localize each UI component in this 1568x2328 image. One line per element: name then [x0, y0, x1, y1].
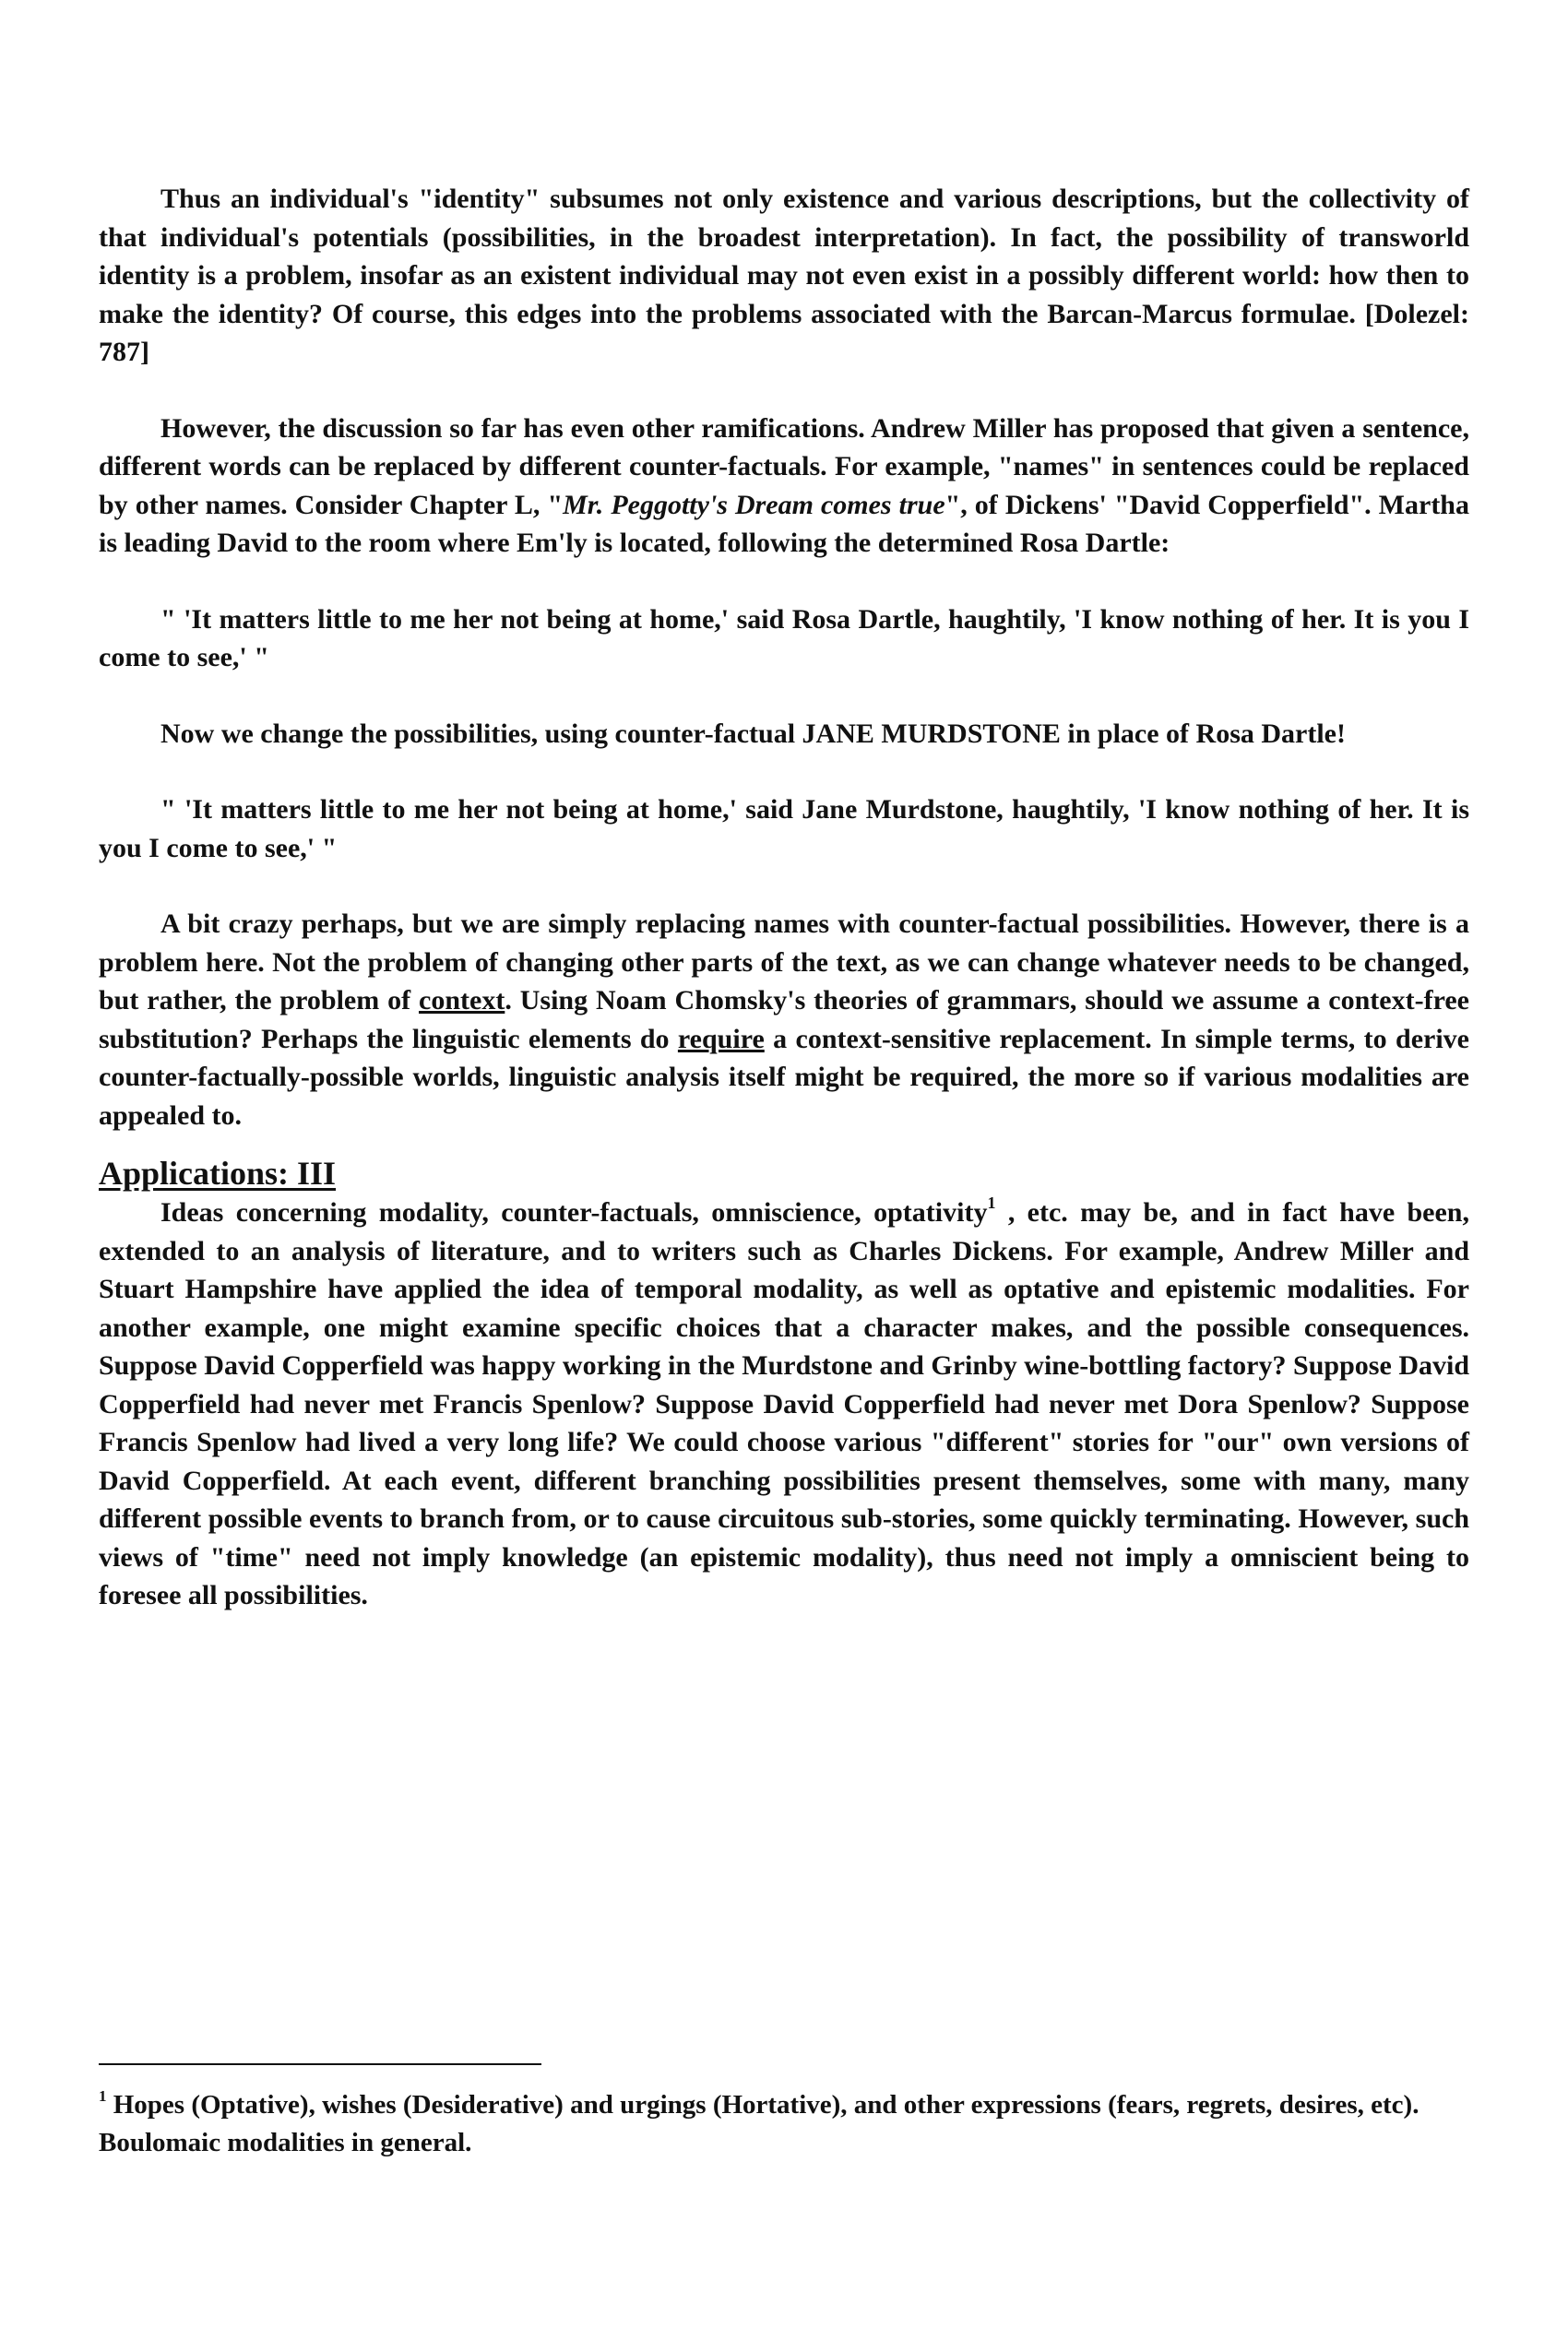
- underlined-require: require: [677, 1023, 765, 1054]
- paragraph-applications-text-b: , etc. may be, and in fact have been, extended to an analysis of literature, and to writers such as Charles Dickens. For example, Andrew Miller and Stuart Hampshire have applied the idea of temporal modality, as well as optative and epistemic modalities. For another example, one might examine specific choices that a character makes, and the possible consequences. Suppose David Copperfield was happy working in the Murdstone and Grinby wine-bottling factory? Suppose David Copperfield had never met Francis Spenlow? Suppose David Copperfield had never met Dora Spenlow? Suppose Francis Spenlow had lived a very long life? We could choose various "different" stories for "our" own versions of David Copperfield. At each event, different branching possibilities present themselves, some with many, many different possible events to branch from, or to cause circuitous sub-stories, some quickly terminating. However, such views of "time" need not imply knowledge (an epistemic modality), thus need not imply a omniscient being to foresee all possibilities.: [99, 1197, 1469, 1610]
- footnote-divider: [99, 2063, 541, 2065]
- paragraph-context-text-b: . Using Noam Chomsky's theories of grammars, should we assume a context-free substitution? Perhaps the linguistic elements do: [99, 985, 1469, 1054]
- paragraph-context-text-c: a context-sensitive replacement. In simple terms, to derive counter-factually-possible worlds, linguistic analysis itself might be required, the more so if various modalities are appealed to.: [99, 1023, 1469, 1131]
- paragraph-identity: Thus an individual's "identity" subsumes not only existence and various descriptions, but the collectivity of that individual's potentials (possibilities, in the broadest interpretation). In fact, the possibility of transworld identity is a problem, insofar as an existent individual may not even exist in a possibly different world: how then to make the identity? Of course, this edges into the problems associated with the Barcan-Marcus formulae. [Dolezel: 787]: [99, 184, 1469, 367]
- paragraph-ramifications-text-b: ", of Dickens' "David Copperfield". Martha is leading David to the room where Em'ly is located, following the determined Rosa Dartle:: [99, 489, 1469, 558]
- footnote-reference[interactable]: 1: [987, 1194, 996, 1212]
- section-heading: Applications: III: [99, 1155, 337, 1192]
- paragraph-applications-text-a: Ideas concerning modality, counter-factuals, omniscience, optativity: [160, 1197, 988, 1228]
- paragraph-ramifications: [99, 410, 1469, 563]
- paragraph-change-possibilities: Now we change the possibilities, using counter-factual JANE MURDSTONE in place of Rosa Dartle!: [160, 718, 1346, 749]
- footnote: [99, 2086, 1469, 2162]
- footnote-text: Hopes (Optative), wishes (Desiderative) and urgings (Hortative), and other expressions (fears, regrets, desires, etc). Boulomaic modalities in general.: [99, 2090, 1420, 2157]
- chapter-title-italic: Mr. Peggotty's Dream comes true: [563, 489, 945, 520]
- paragraph-ramifications-text-a: However, the discussion so far has even other ramifications. Andrew Miller has proposed that given a sentence, different words can be replaced by different counter-factuals. For example, "names" in sentences could be replaced by other names. Consider Chapter L, ": [99, 412, 1469, 520]
- footnote-marker: 1: [99, 2087, 107, 2105]
- quote-jane-murdstone: " 'It matters little to me her not being at home,' said Jane Murdstone, haughtily, 'I know nothing of her. It is you I come to see,' ": [99, 794, 1469, 863]
- underlined-context: context: [419, 985, 505, 1016]
- document-body: [99, 180, 1469, 1615]
- quote-rosa-dartle: " 'It matters little to me her not being at home,' said Rosa Dartle, haughtily, 'I know nothing of her. It is you I come to see,' ": [99, 603, 1469, 672]
- paragraph-context-text-a: A bit crazy perhaps, but we are simply replacing names with counter-factual possibilities. However, there is a problem here. Not the problem of changing other parts of the text, as we can change whatever needs to be changed, but rather, the problem of: [99, 909, 1469, 1016]
- paragraph-applications: [99, 1194, 1469, 1615]
- paragraph-context: [99, 905, 1469, 1134]
